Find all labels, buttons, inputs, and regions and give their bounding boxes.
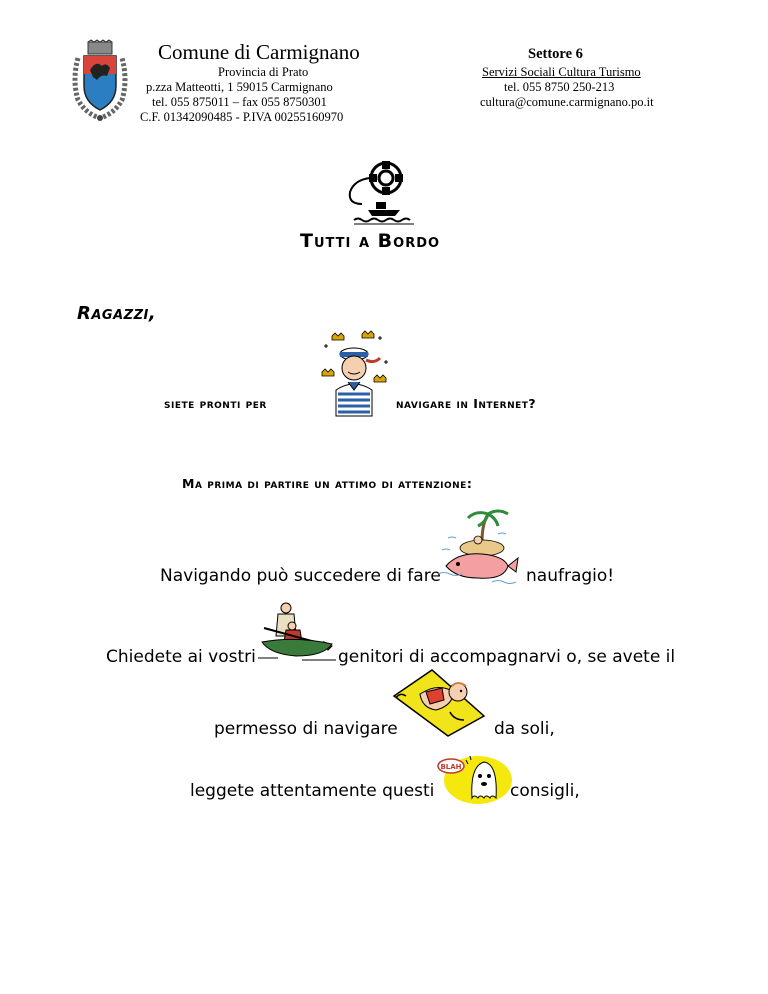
header-tax-ids: C.F. 01342090485 - P.IVA 00255160970 (140, 110, 344, 124)
life-ring-boat-icon (340, 160, 420, 228)
greeting: Ragazzi, (77, 303, 157, 324)
read-text-left: leggete attentamente questi (190, 781, 435, 801)
shipwreck-text-right: naufragio! (526, 566, 615, 586)
ready-text-right: navigare in Internet? (396, 396, 537, 411)
coat-of-arms-icon (70, 40, 130, 122)
sailor-icon (318, 332, 390, 416)
island-whale-icon (438, 508, 520, 590)
read-text-right: consigli, (510, 781, 580, 801)
ask-text-left: Chiedete ai vostri (106, 647, 256, 667)
ask-text-right: genitori di accompagnarvi o, se avete il (338, 647, 676, 667)
page-title: Tutti a Bordo (300, 230, 441, 252)
header-address: p.zza Matteotti, 1 59015 Carmignano (146, 80, 333, 94)
shipwreck-text-left: Navigando può succedere di fare (160, 566, 441, 586)
sector-department: Servizi Sociali Cultura Turismo (482, 65, 641, 79)
speech-bubble-text: BLAH (440, 763, 462, 771)
permit-text-right: da soli, (494, 719, 555, 739)
swimmer-icon (392, 666, 486, 738)
permit-text-left: permesso di navigare (214, 719, 398, 739)
org-name: Comune di Carmignano (158, 40, 360, 64)
header-phone-fax: tel. 055 875011 – fax 055 8750301 (152, 95, 327, 109)
ready-text-left: siete pronti per (164, 396, 267, 411)
ghost-icon (436, 752, 512, 806)
sector-phone: tel. 055 8750 250-213 (504, 80, 615, 94)
header-province: Provincia di Prato (218, 65, 309, 79)
sector-email[interactable]: cultura@comune.carmignano.po.it (480, 95, 654, 109)
canoe-icon (258, 600, 336, 664)
sector-title: Settore 6 (528, 46, 583, 62)
attention-text: Ma prima di partire un attimo di attenzione: (182, 476, 473, 491)
